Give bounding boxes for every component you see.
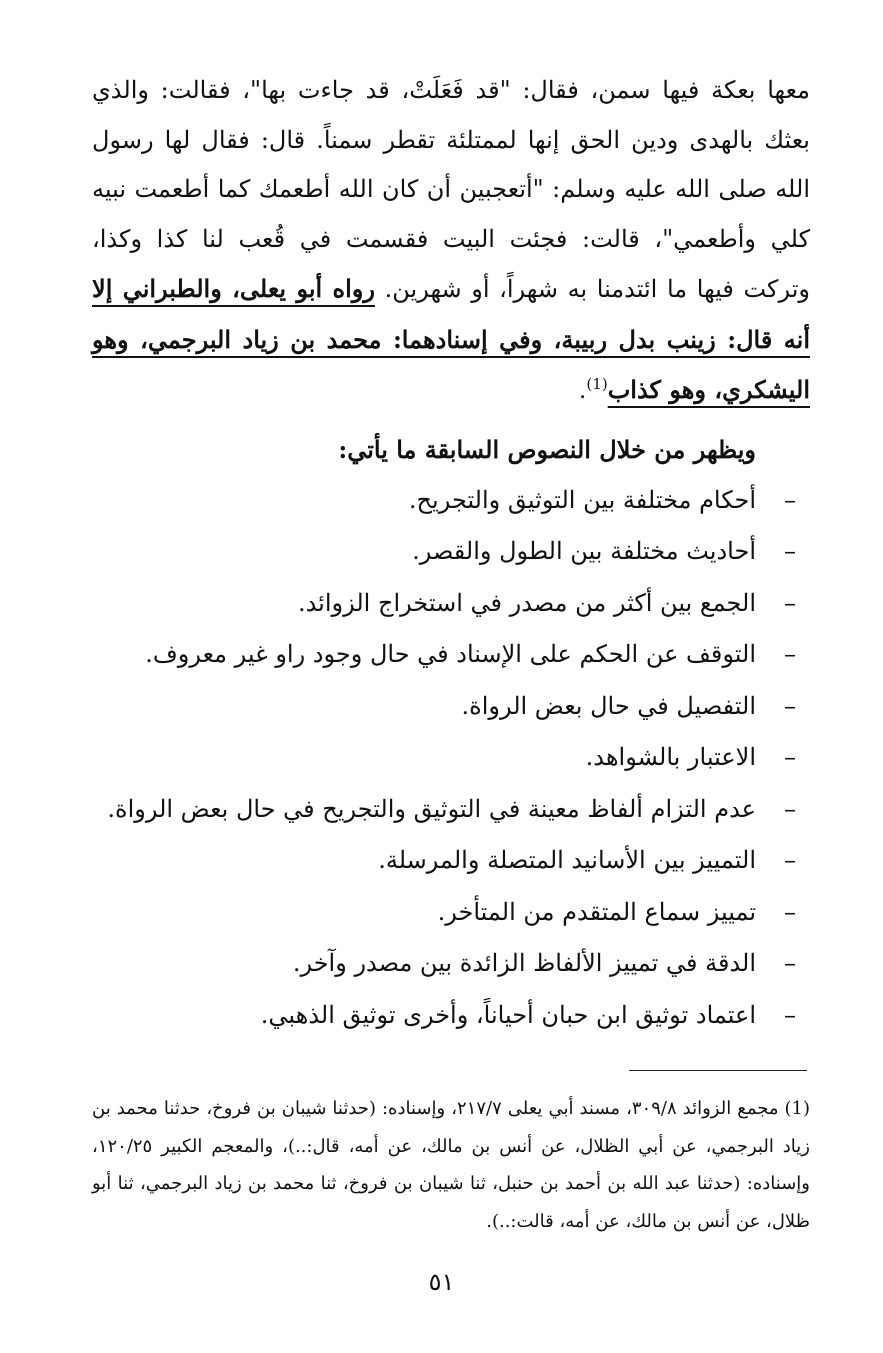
dash-bullet: –: [784, 588, 796, 617]
dash-bullet: –: [784, 897, 796, 926]
findings-list: [92, 475, 810, 1042]
paragraph-text: معها بعكة فيها سمن، فقال: "قد فَعَلَتْ، قد جاءت بها"، فقالت: والذي بعثك بالهدى ودين الحق إنها لممتلئة تقطر سمناً. قال: فقال لها رسول الله صلى الله عليه وسلم: "أتعجبين أن كان الله أطعمك كما أطعمت نبيه كلي وأطعمي"، قالت: فجئت البيت فقسمت في قُعب لنا كذا وكذا، وتركت فيها ما ائتدمنا به شهراً، أو شهرين.: [92, 76, 810, 303]
list-item: – عدم التزام ألفاظ معينة في التوثيق والتجريح في حال بعض الرواة.: [92, 784, 810, 836]
main-paragraph: [92, 66, 810, 416]
list-item: – الاعتبار بالشواهد.: [92, 732, 810, 784]
dash-bullet: –: [784, 691, 796, 720]
dash-bullet: –: [784, 640, 796, 668]
dash-bullet: –: [784, 949, 796, 977]
list-item: – اعتماد توثيق ابن حبان أحياناً، وأخرى توثيق الذهبي.: [92, 990, 810, 1042]
list-item: – التوقف عن الحكم على الإسناد في حال وجود راو غير معروف.: [92, 629, 810, 681]
list-item: – أحاديث مختلفة بين الطول والقصر.: [92, 526, 810, 578]
list-item: – أحكام مختلفة بين التوثيق والتجريح.: [92, 475, 810, 527]
page-number: ٥١: [428, 1268, 455, 1296]
footnote-text: مجمع الزوائد ٣٠٩/٨، مسند أبي يعلى ٢١٧/٧، وإسناده: (حدثنا شيبان بن فروخ، حدثنا محمد بن زياد البرجمي، عن أبي الظلال، عن أنس بن مالك، عن أمه، قال:..)، والمعجم الكبير ١٢٠/٢٥، وإسناده: (حدثنا عبد الله بن أحمد بن حنبل، ثنا شيبان بن فروخ، ثنا محمد بن زياد البرجمي، ثنا أبو ظلال، عن أنس بن مالك، عن أمه، قالت:..).: [92, 1098, 810, 1232]
list-item: – التفصيل في حال بعض الرواة.: [92, 681, 810, 733]
footnote-marker[interactable]: (1): [586, 375, 608, 393]
list-item: – الدقة في تمييز الألفاظ الزائدة بين مصدر وآخر.: [92, 938, 810, 990]
dash-bullet: –: [784, 485, 796, 514]
list-item: – التمييز بين الأسانيد المتصلة والمرسلة.: [92, 835, 810, 887]
dash-bullet: –: [784, 1000, 796, 1029]
list-item: – الجمع بين أكثر من مصدر في استخراج الزوائد.: [92, 578, 810, 630]
list-item: – تمييز سماع المتقدم من المتأخر.: [92, 887, 810, 939]
page-body: [92, 66, 810, 1041]
dash-bullet: –: [784, 794, 796, 823]
footnote-separator: [629, 1070, 807, 1071]
section-heading: ويظهر من خلال النصوص السابقة ما يأتي:: [338, 434, 756, 464]
footnote: [92, 1090, 810, 1240]
footnote-number: (1): [784, 1098, 811, 1119]
dash-bullet: –: [784, 537, 796, 565]
narration-note: رواه أبو يعلى، والطبراني إلا أنه قال: زينب بدل ربيبة، وفي إسنادهما: محمد بن زياد البرجمي، وهو اليشكري، وهو كذاب: [92, 274, 810, 404]
dash-bullet: –: [784, 846, 796, 874]
end-punctuation: .: [578, 376, 587, 404]
dash-bullet: –: [784, 743, 796, 771]
